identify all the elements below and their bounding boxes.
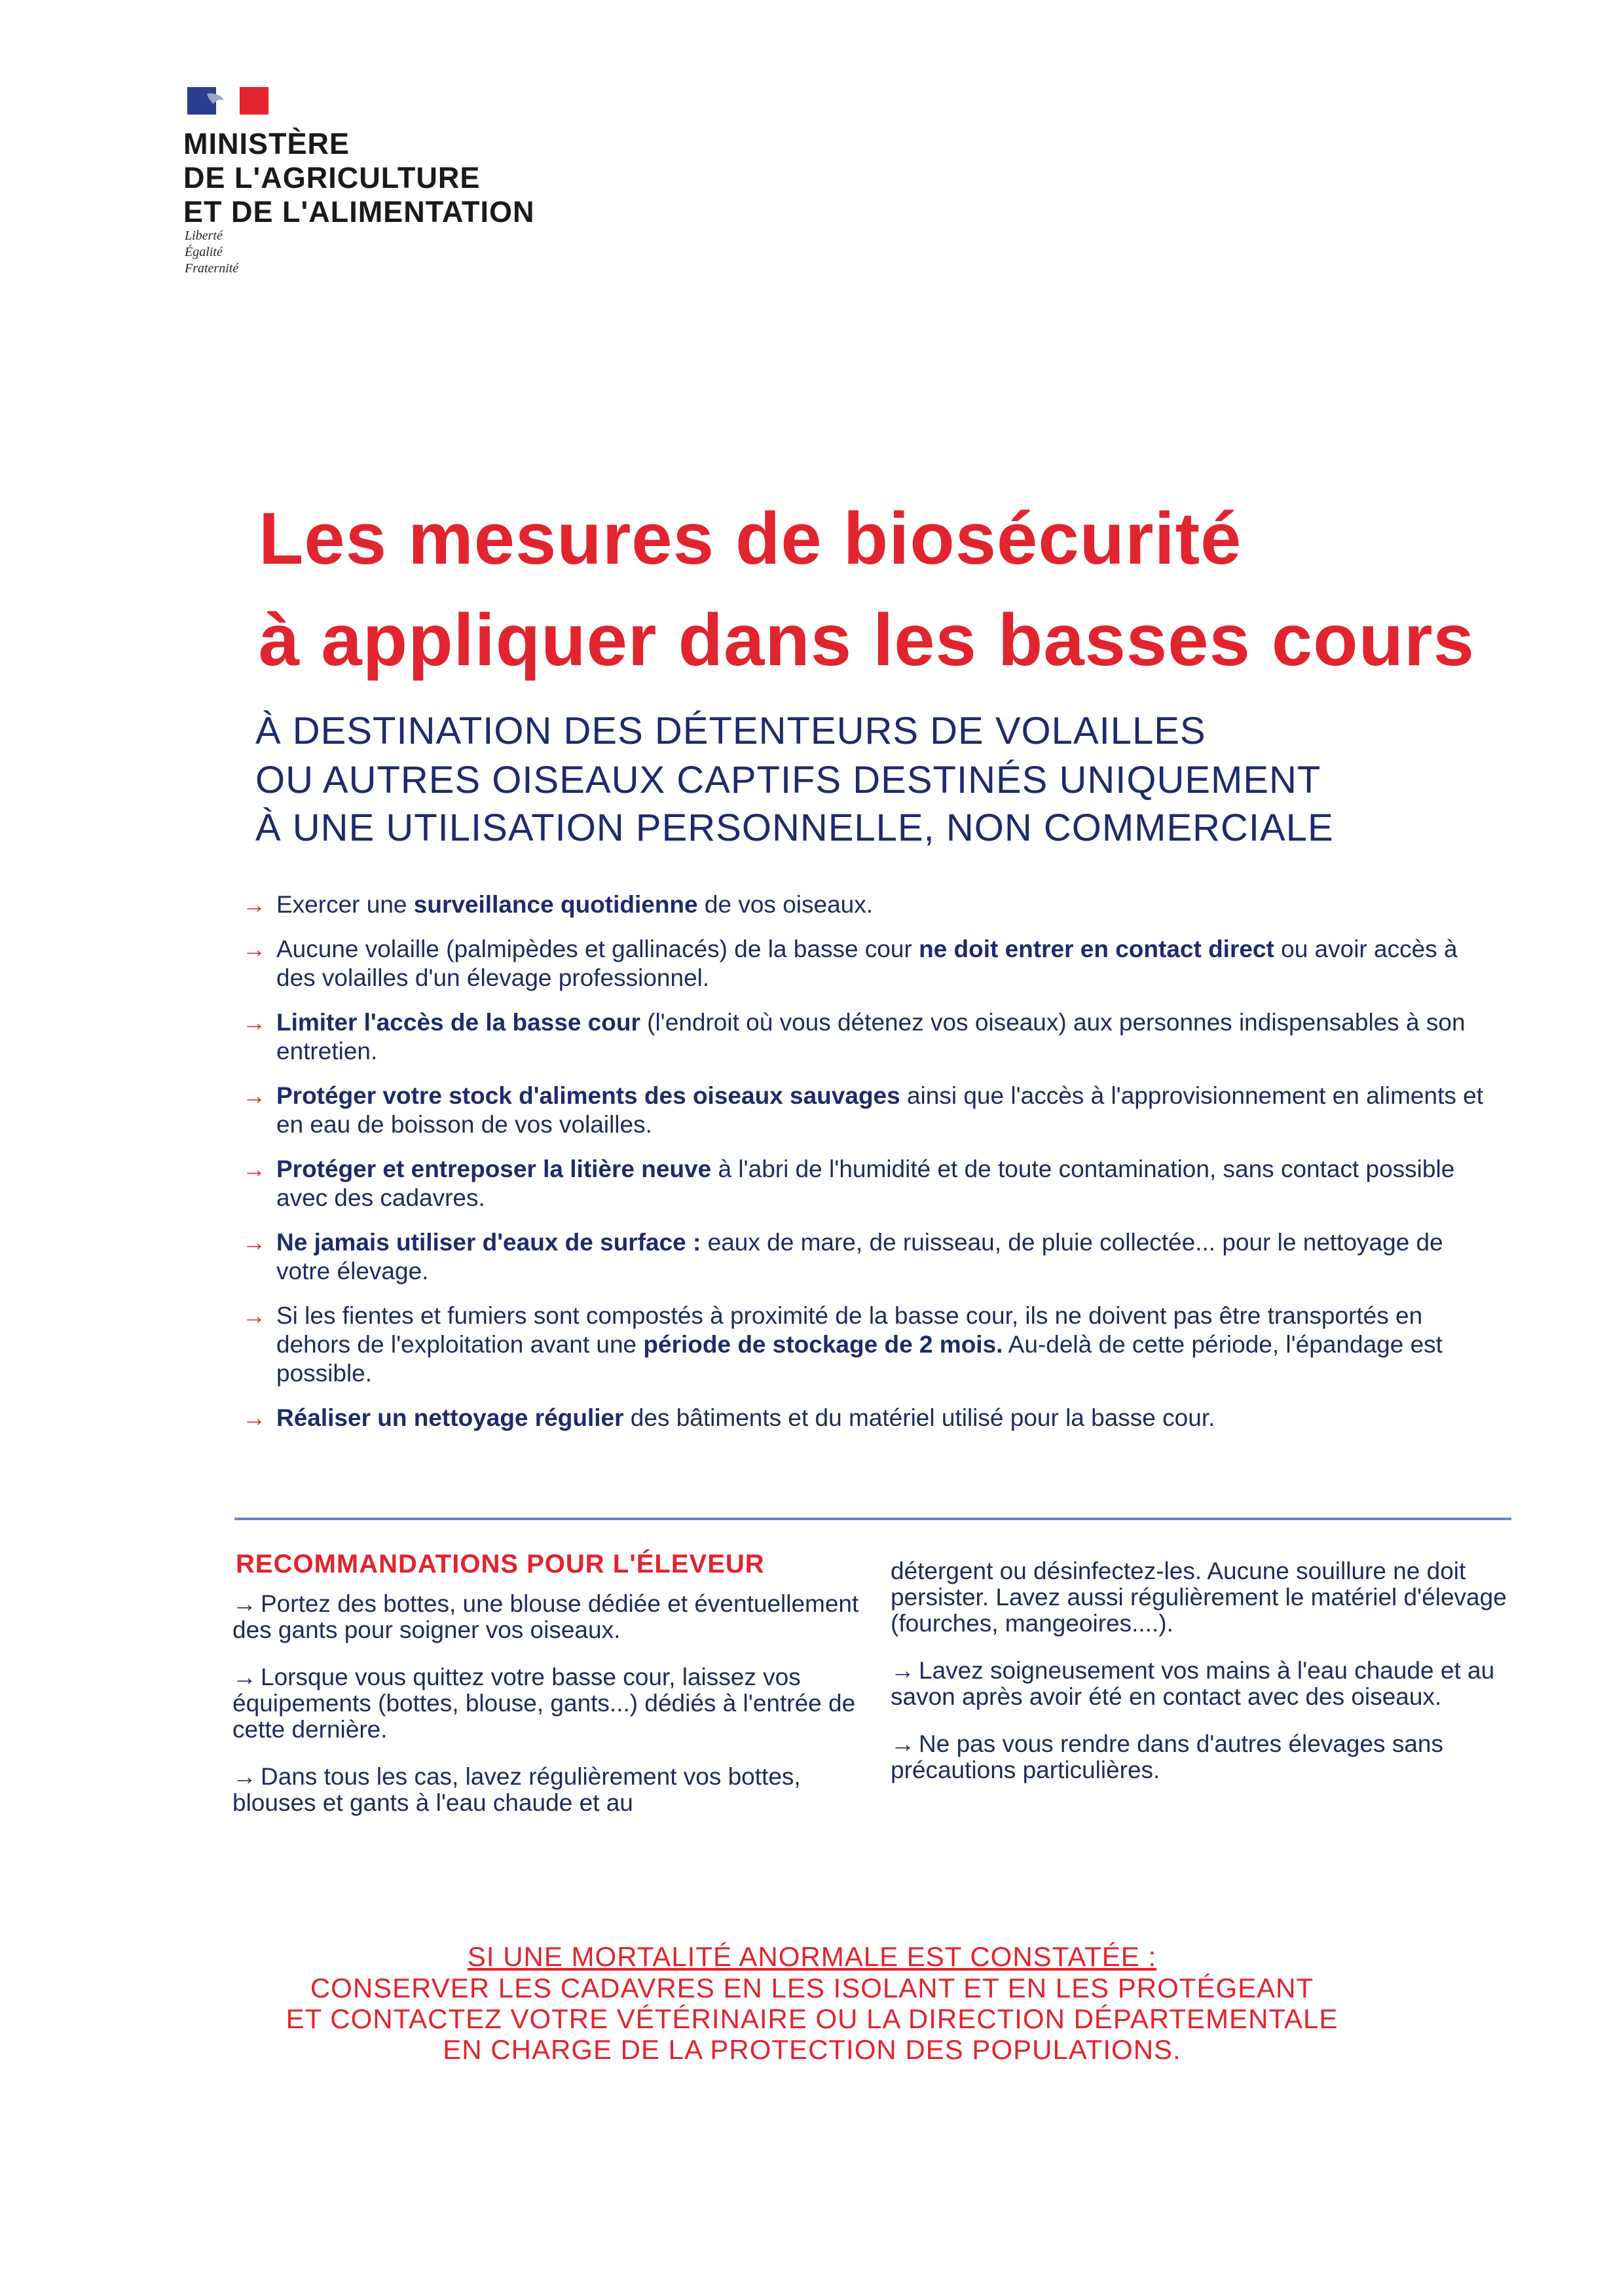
arrow-right-icon: →	[891, 1730, 915, 1757]
measure-item	[242, 1008, 1486, 1066]
measure-item	[242, 1302, 1486, 1388]
measure-text-bold: Ne jamais utiliser d'eaux de surface :	[276, 1229, 701, 1256]
measure-text-bold: Réaliser un nettoyage régulier	[276, 1404, 624, 1431]
motto-line: Liberté	[185, 228, 223, 243]
measure-item	[242, 890, 1486, 919]
alert-line: CONSERVER LES CADAVRES EN LES ISOLANT ET EN LES PROTÉGEANT	[310, 1973, 1314, 2003]
ministry-line: MINISTÈRE	[183, 127, 350, 160]
arrow-right-icon: →	[242, 1009, 266, 1036]
page-title-line-2: à appliquer dans les basses cours	[259, 599, 1475, 681]
arrow-right-icon: →	[242, 891, 266, 918]
alert-line: ET CONTACTEZ VOTRE VÉTÉRINAIRE OU LA DIRECTION DÉPARTEMENTALE	[286, 2003, 1338, 2034]
recommendation-item	[891, 1731, 1519, 1783]
arrow-right-icon: →	[242, 936, 266, 962]
recommendations-title: RECOMMANDATIONS POUR L'ÉLEVEUR	[236, 1550, 765, 1578]
measure-item	[242, 1228, 1486, 1286]
arrow-right-icon: →	[242, 1229, 266, 1256]
marianne-logo	[187, 87, 268, 115]
recommendation-item	[232, 1664, 861, 1743]
measure-text-pre: Si les fientes et fumiers sont compostés à proximité de la basse cour, ils ne doivent pas être transportés en dehors de l'exploitation avant une	[276, 1302, 1423, 1358]
measure-text-bold: période de stockage de 2 mois.	[643, 1331, 1003, 1358]
measure-item	[242, 935, 1486, 993]
measure-text-bold: surveillance quotidienne	[413, 891, 698, 918]
measures-list	[242, 890, 1486, 1448]
measure-text-pre: Exercer une	[276, 891, 414, 918]
ministry-line: ET DE L'ALIMENTATION	[183, 195, 535, 228]
ministry-name	[183, 127, 535, 229]
recommendation-text: détergent ou désinfectez-les. Aucune souillure ne doit persister. Lavez aussi régulièrement le matériel d'élevage (fourches, mangeoires....).	[891, 1558, 1507, 1637]
measure-item	[242, 1404, 1486, 1432]
recommendation-text: Portez des bottes, une blouse dédiée et éventuellement des gants pour soigner vos oiseaux.	[232, 1590, 859, 1643]
page-title-line-1: Les mesures de biosécurité	[259, 498, 1242, 579]
republic-motto	[185, 228, 238, 277]
alert-heading: SI UNE MORTALITÉ ANORMALE EST CONSTATÉE :	[467, 1941, 1157, 1972]
recommendations-left-column	[232, 1591, 861, 1837]
arrow-right-icon: →	[242, 1404, 266, 1431]
measure-text-bold: Protéger et entreposer la litière neuve	[276, 1156, 712, 1182]
recommendation-text: Ne pas vous rendre dans d'autres élevages sans précautions particulières.	[891, 1730, 1443, 1783]
measure-text-bold: Protéger votre stock d'aliments des oiseaux sauvages	[276, 1082, 900, 1109]
mortality-alert	[196, 1941, 1428, 2065]
recommendation-text: Lavez soigneusement vos mains à l'eau chaude et au savon après avoir été en contact avec des oiseaux.	[891, 1657, 1495, 1710]
recommendation-item	[891, 1658, 1519, 1710]
measure-text-pre: Aucune volaille (palmipèdes et gallinacés) de la basse cour	[276, 936, 919, 962]
measure-text-post: de vos oiseaux.	[697, 891, 874, 918]
measure-text-post: eaux de mare, de ruisseau, de pluie collectée... pour le nettoyage de votre élevage.	[276, 1229, 1443, 1285]
measure-text-post: Au-delà de cette période, l'épandage est possible.	[276, 1331, 1443, 1387]
measure-text-bold: Limiter l'accès de la basse cour	[276, 1009, 640, 1036]
section-divider	[234, 1518, 1511, 1520]
recommendation-item	[232, 1591, 861, 1643]
measure-text-bold: ne doit entrer en contact direct	[919, 936, 1274, 962]
motto-line: Fraternité	[185, 261, 239, 276]
arrow-right-icon: →	[891, 1657, 915, 1684]
measure-text-post: des bâtiments et du matériel utilisé pour la basse cour.	[623, 1404, 1215, 1431]
arrow-right-icon: →	[232, 1590, 257, 1617]
subtitle-line-1: À DESTINATION DES DÉTENTEURS DE VOLAILLES	[255, 710, 1206, 752]
measure-text-post: ainsi que l'accès à l'approvisionnement en aliments et en eau de boisson de vos volailles.	[276, 1082, 1483, 1138]
recommendation-item	[232, 1764, 861, 1816]
recommendation-text: Lorsque vous quittez votre basse cour, laissez vos équipements (bottes, blouse, gants...) dédiés à l'entrée de cette dernière.	[232, 1664, 856, 1743]
arrow-right-icon: →	[242, 1156, 266, 1182]
recommendation-text: Dans tous les cas, lavez régulièrement vos bottes, blouses et gants à l'eau chaude et au	[232, 1763, 801, 1816]
arrow-right-icon: →	[242, 1082, 266, 1109]
measure-item	[242, 1155, 1486, 1212]
subtitle-line-2: OU AUTRES OISEAUX CAPTIFS DESTINÉS UNIQUEMENT	[255, 759, 1321, 801]
arrow-right-icon: →	[232, 1763, 257, 1790]
alert-line: EN CHARGE DE LA PROTECTION DES POPULATIONS.	[443, 2034, 1181, 2065]
measure-text-post: (l'endroit où vous détenez vos oiseaux) aux personnes indispensables à son entretien.	[276, 1009, 1466, 1065]
recommendation-item	[891, 1558, 1519, 1637]
measure-item	[242, 1082, 1486, 1139]
measure-text-post: à l'abri de l'humidité et de toute contamination, sans contact possible avec des cadavres.	[276, 1156, 1455, 1211]
recommendations-right-column	[891, 1558, 1519, 1804]
subtitle-line-3: À UNE UTILISATION PERSONNELLE, NON COMMERCIALE	[255, 807, 1334, 849]
arrow-right-icon: →	[232, 1664, 257, 1690]
ministry-line: DE L'AGRICULTURE	[183, 161, 481, 194]
arrow-right-icon: →	[242, 1302, 266, 1329]
measure-text-post: ou avoir accès à des volailles d'un élevage professionnel.	[276, 936, 1458, 991]
motto-line: Égalité	[185, 245, 223, 259]
